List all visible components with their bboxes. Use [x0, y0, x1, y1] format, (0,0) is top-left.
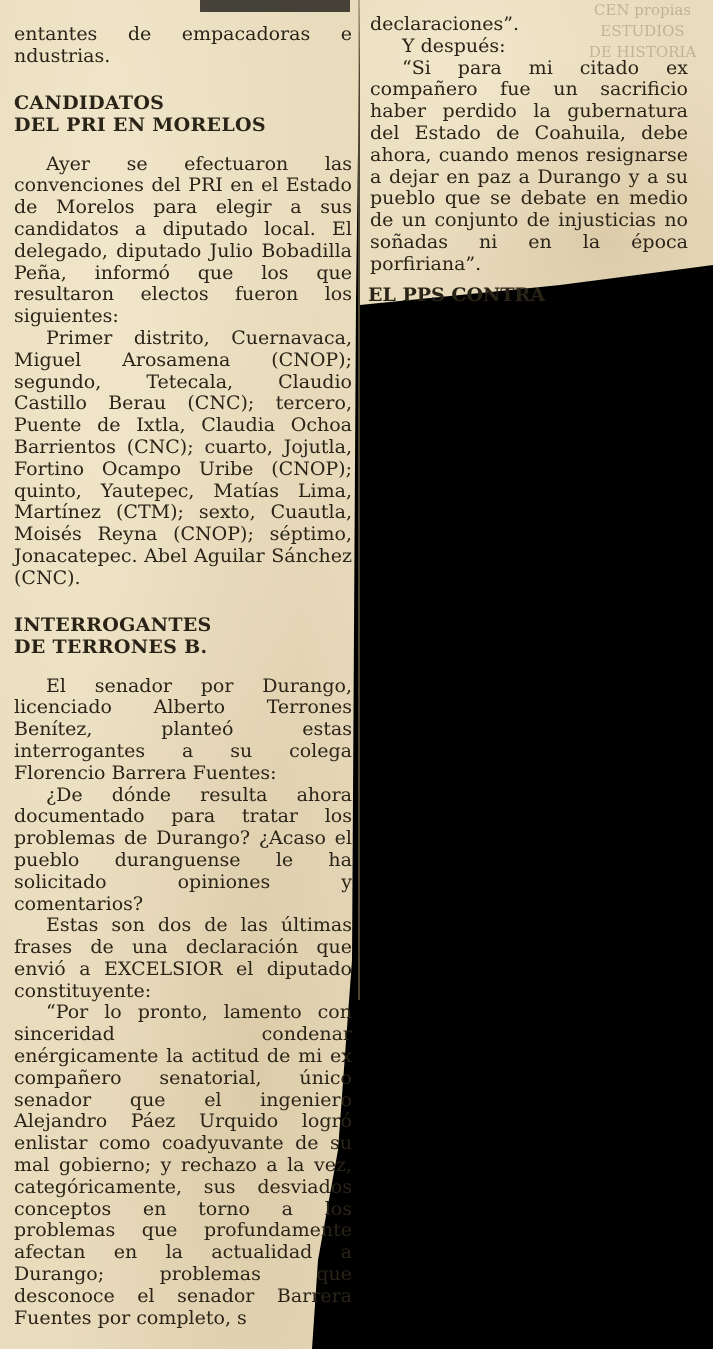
- left-article-column: [14, 24, 352, 1329]
- watermark-line: CEN propias: [593, 1, 692, 19]
- article-paragraph: El senador por Durango, licenciado Alberto Terrones Benítez, planteó estas interrogantes a su colega Florencio Barrera Fuentes:: [14, 674, 352, 784]
- column-rule: [358, 0, 360, 1000]
- torn-header-strip: [200, 0, 350, 12]
- right-article-column: [370, 14, 688, 276]
- fragment-top-text: entantes de empacadoras e ndustrias.: [14, 23, 352, 67]
- heading-terrones: DE TERRONES B.: [14, 635, 208, 658]
- cut-off-heading: EL PPS CONTRA: [368, 284, 546, 302]
- article-line: Y después:: [402, 34, 506, 57]
- article-line: declaraciones”.: [370, 13, 520, 35]
- watermark-line: ESTUDIOS: [600, 22, 685, 40]
- article-paragraph: “Por lo pronto, lamento con sinceridad condenar enérgicamente la actitud de mi ex compañero senatorial, único senador que el ingeniero Alejandro Páez Urquido logró enlistar como coadyuvante de su mal gobierno; y rechazo a la vez, categóricamente, sus desviados conceptos en torno a los problemas que profundamente afectan en la actualidad a Durango; problemas que desconoce el senador Barrera Fuentes por completo, s: [14, 1001, 352, 1329]
- watermark-line: DE HISTORIA: [588, 43, 697, 61]
- heading-candidatos: CANDIDATOS: [14, 91, 165, 114]
- article-paragraph: Estas son dos de las últimas frases de una declaración que envió a EXCELSIOR el diputado constituyente:: [14, 914, 352, 1002]
- article-paragraph: ¿De dónde resulta ahora documentado para tratar los problemas de Durango? ¿Acaso el pueblo duranguense le ha solicitado opiniones y comentarios?: [14, 783, 352, 915]
- article-paragraph: Primer distrito, Cuernavaca, Miguel Arosamena (CNOP); segundo, Tetecala, Claudio Castillo Berau (CNC); tercero, Puente de Ixtla, Claudia Ochoa Barrientos (CNC); cuarto, Jojutla, Fortino Ocampo Uribe (CNOP); quinto, Yautepec, Matías Lima, Martínez (CTM); sexto, Cuautla, Moisés Reyna (CNOP); séptimo, Jonacatepec. Abel Aguilar Sánchez (CNC).: [14, 326, 352, 589]
- heading-interrogantes: INTERROGANTES: [14, 613, 212, 636]
- article-paragraph: “Si para mi citado ex compañero fue un sacrificio haber perdido la gubernatura del Estado de Coahuila, debe ahora, cuando menos resignarse a dejar en paz a Durango y a su pueblo que se debate en medio de un conjunto de injusticias no soñadas ni en la época porfiriana”.: [370, 56, 688, 275]
- heading-pri-morelos: DEL PRI EN MORELOS: [14, 113, 266, 136]
- article-paragraph: Ayer se efectuaron las convenciones del PRI en el Estado de Morelos para elegir a sus candidatos a diputado local. El delegado, diputado Julio Bobadilla Peña, informó que los que resultaron electos fueron los siguientes:: [14, 152, 352, 328]
